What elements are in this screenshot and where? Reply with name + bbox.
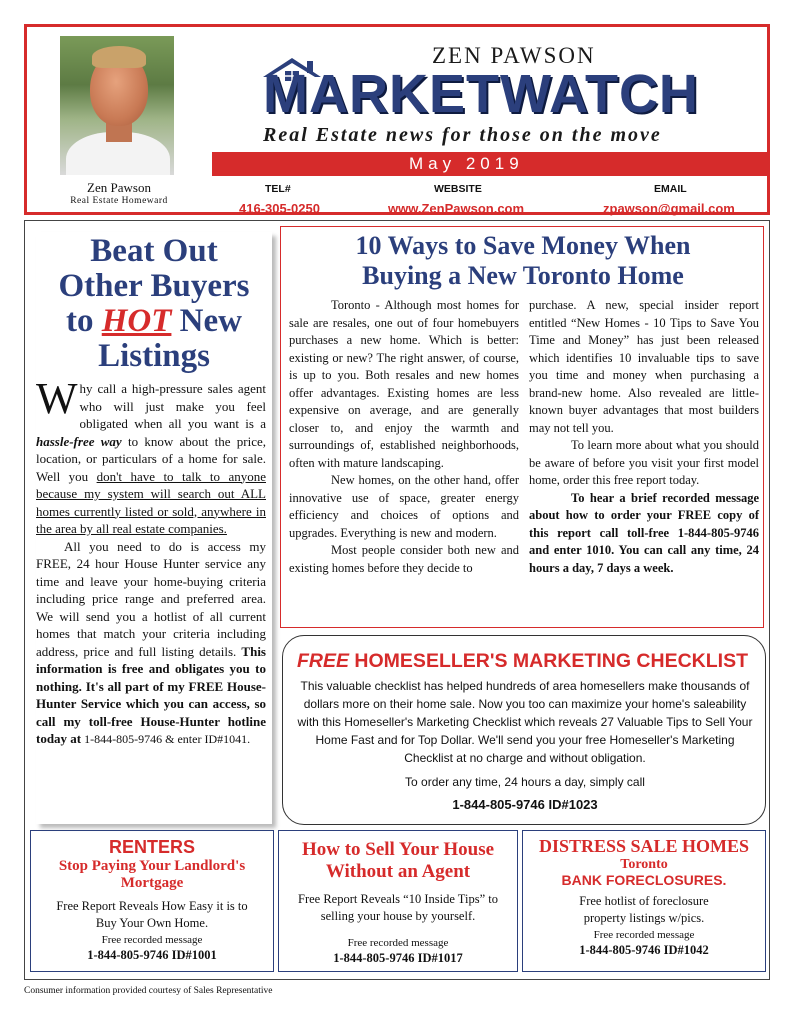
- renters-title: RENTERS: [108, 837, 195, 857]
- brand-name: ZEN PAWSON: [432, 43, 596, 68]
- distress-sale-box: [522, 830, 766, 972]
- agent-name: Zen Pawson: [87, 180, 151, 195]
- masthead: [24, 24, 770, 215]
- email-link[interactable]: zpawson@gmail.com: [603, 201, 735, 216]
- main-article: [280, 226, 764, 628]
- distress-city: Toronto: [620, 857, 668, 872]
- checklist-phone[interactable]: 1-844-805-9746 ID#1023: [452, 797, 598, 812]
- email-label: EMAIL: [654, 183, 687, 195]
- main-column-2: purchase. A new, special insider report entitled “New Homes - 10 Tips to Save You Time and Money” has just been released which identifies 10 invaluable tips to save you time and money when purchasing a brand-new home. Also revealed are little-known buyer advantages that most builders may not tell you. To learn more about what you should be aware of before you visit your first model home, order this free report today. To hear a brief recorded message about how to order your FREE copy of this report call toll-free 1-844-805-9746 and enter 1010. You can call any time, 24 hours a day, 7 days a week.: [529, 298, 759, 575]
- drop-cap: W: [36, 374, 78, 423]
- main-column-1: Toronto - Although most homes for sale are resales, one out of four homebuyers purchases a new home. Which is better: existing or new? The right answer, of course, is up to you. Both resales and new homes offer advantages. Existing homes are less expensive on average, and are generally closer to, and enjoy the warmth and surroundings of, established neighborhoods, often with mature landscaping. New homes, on the other hand, offer innovative use of space, greater energy efficiency and choices of options and upgrades. Everything is new and modern. Most people consider both new and existing homes before they decide to: [289, 298, 519, 575]
- renters-phone[interactable]: 1-844-805-9746 ID#1001: [87, 948, 217, 962]
- checklist-body: This valuable checklist has helped hundreds of area homesellers make thousands of dollars more on their home sale. Now you too can maximize your home's saleability with this Homeseller's Marketing Checklist which reveals 27 Valuable Tips to Sell Your Home Fast and for Top Dollar. We'll send you your free Homeseller's Marketing Checklist at no charge and without obligation.: [297, 679, 753, 765]
- agent-title: Real Estate Homeward: [70, 196, 168, 206]
- tel-value[interactable]: 416-305-0250: [239, 201, 320, 216]
- left-article-body: Why call a high-pressure sales agent who will just make you feel obligated when all you want is a hassle-free way to know about the price, location, or particulars of a home for sale. Well you don't have to talk to anyone because my system will search out ALL homes currently listed or sold, anywhere in the area by all real estate companies. All you need to do is access my FREE, 24 hour House Hunter service any time and leave your home-buying criteria including price range and preferred area. We will send you a hotlist of all current homes that match your criteria including address, price and full listing details. This information is free and obligates you to nothing. It's all part of my FREE House-Hunter Service which you can access, so call my toll-free House-Hunter hotline today at 1-844-805-9746 & enter ID#1041.: [36, 374, 266, 746]
- sell-box-title: How to Sell Your House Without an Agent: [301, 839, 495, 882]
- checklist-title: FREE HOMESELLER'S MARKETING CHECKLIST: [297, 650, 748, 672]
- sell-without-agent-box: [278, 830, 518, 972]
- tagline: Real Estate news for those on the move: [263, 124, 662, 146]
- issue-date: May 2019: [212, 152, 770, 176]
- agent-photo: [60, 36, 174, 175]
- left-headline: Beat Out Other Buyers to HOT New Listings: [58, 233, 250, 374]
- renters-subtitle: Stop Paying Your Landlord's Mortgage: [58, 858, 246, 891]
- checklist-box: [282, 635, 766, 825]
- renters-msg: Free recorded message: [101, 934, 203, 946]
- distress-title: DISTRESS SALE HOMES: [538, 836, 750, 856]
- footer-note: Consumer information provided courtesy of Sales Representative: [24, 986, 273, 996]
- newsletter-title: MARKETWATCH: [263, 64, 699, 124]
- website-label: WEBSITE: [434, 183, 482, 195]
- renters-box: [30, 830, 274, 972]
- distress-phone[interactable]: 1-844-805-9746 ID#1042: [579, 943, 709, 957]
- sell-box-text: Free Report Reveals “10 Inside Tips” to selling your house by yourself.: [298, 892, 498, 923]
- website-link[interactable]: www.ZenPawson.com: [388, 201, 525, 216]
- renters-text: Free Report Reveals How Easy it is to Buy Your Own Home.: [56, 899, 248, 930]
- checklist-order-text: To order any time, 24 hours a day, simply call: [405, 775, 645, 789]
- sell-box-phone[interactable]: 1-844-805-9746 ID#1017: [333, 951, 463, 965]
- distress-sub: BANK FORECLOSURES.: [561, 872, 727, 888]
- left-article: [36, 232, 272, 824]
- sell-box-msg: Free recorded message: [347, 937, 449, 949]
- main-headline: 10 Ways to Save Money When Buying a New Toronto Home: [355, 231, 691, 290]
- distress-msg: Free recorded message: [593, 929, 695, 941]
- distress-text: Free hotlist of foreclosure property listings w/pics.: [579, 894, 709, 925]
- tel-label: TEL#: [265, 183, 291, 195]
